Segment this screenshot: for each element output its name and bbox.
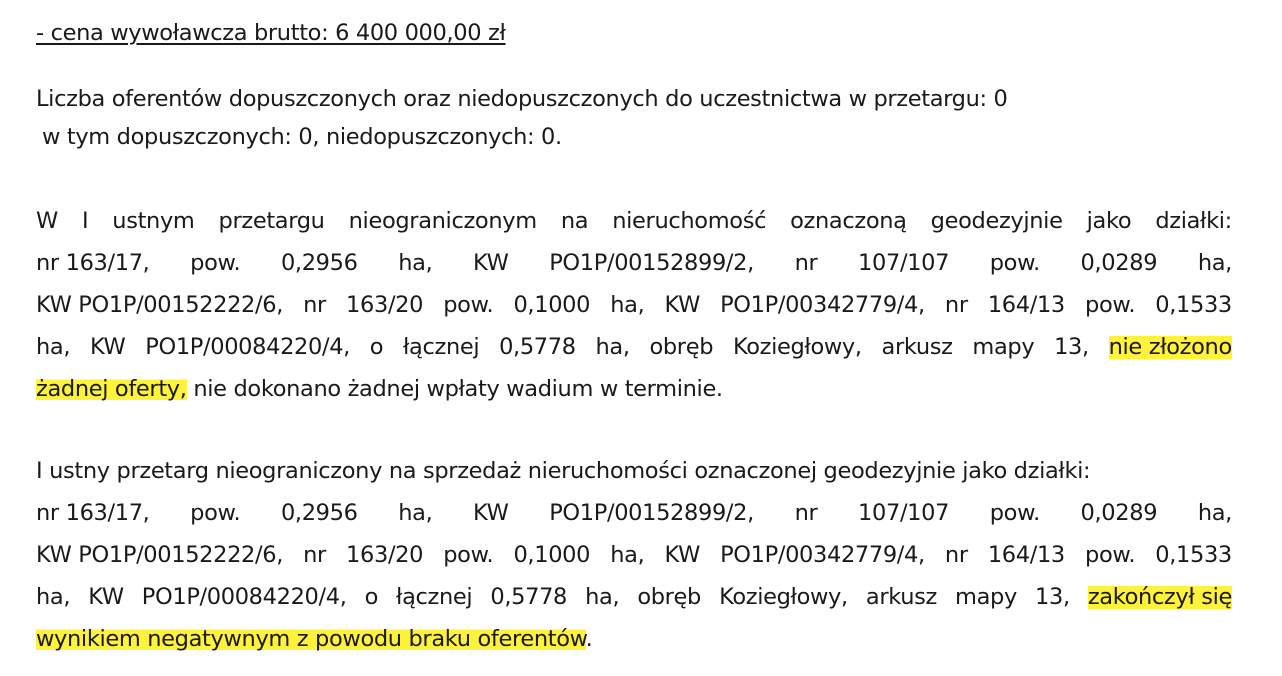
word: 0,0289 [1080,250,1158,276]
word: o [369,334,384,360]
word: 0,1533 [1155,542,1232,568]
word: KW [473,500,509,526]
para2-line3 [36,540,1232,570]
word: KW [89,334,126,360]
word: nr [944,292,968,318]
word: KW PO1P/00152222/6, [36,542,284,568]
bidders-breakdown-line: w tym dopuszczonych: 0, niedopuszczonych: 0. [42,124,562,150]
para1-line3 [36,290,1232,320]
word: ha, [585,584,620,610]
word: nr 163/17, [36,500,150,526]
para1-line5 [36,374,723,404]
para1-line4 [36,332,1232,362]
word: obręb [649,334,714,360]
word: 0,2956 [280,500,358,526]
word: PO1P/00342779/4, [720,292,925,318]
bidders-count-line: Liczba oferentów dopuszczonych oraz niedopuszczonych do uczestnictwa w przetargu: 0 [36,86,1008,112]
word: pow. [989,500,1040,526]
word: geodezyjnie [930,208,1063,234]
price-line [36,18,506,48]
para1-line1 [36,206,1232,236]
word: łącznej [402,334,480,360]
word: 0,5778 [490,584,568,610]
word: przetargu [218,208,325,234]
word: 13, [1035,584,1070,610]
word: nieograniczonym [348,208,537,234]
word: PO1P/00152899/2, [549,250,754,276]
word: I [81,208,89,234]
highlight-negative-result: wynikiem negatywnym z powodu braku oferentów [36,626,586,652]
word: 0,1000 [513,292,591,318]
word: nr [303,542,326,568]
word: nr 163/17, [36,250,150,276]
word: ha, [36,584,71,610]
word: ha, [398,250,433,276]
word: ha, [610,292,645,318]
word: ha, [36,334,71,360]
word: PO1P/00342779/4, [720,542,925,568]
word: KW [664,292,700,318]
word: o [364,584,378,610]
word: obręb [637,584,701,610]
word: Koziegłowy, [732,334,862,360]
word: jako [1086,208,1132,234]
word: ha, [398,500,433,526]
word: nr [303,292,326,318]
para2-line4 [36,582,1232,612]
word: pow. [989,250,1040,276]
word: ha, [610,542,645,568]
word: PO1P/00084220/4, [141,584,347,610]
word: pow. [190,250,241,276]
starting-price: - cena wywoławcza brutto: 6 400 000,00 zł [36,20,506,46]
para2-line1: I ustny przetarg nieograniczony na sprzedaż nieruchomości oznaczonej geodezyjnie jako działki: [36,458,1091,484]
word: nr [794,500,818,526]
word: 163/20 [346,292,424,318]
word: 13, [1054,334,1089,360]
word: arkusz [881,334,953,360]
word: 0,1000 [513,542,591,568]
word: 163/20 [346,542,424,568]
word: 0,2956 [280,250,358,276]
highlighted-phrase: nie złożono [1108,334,1232,360]
word: oznaczoną [790,208,907,234]
word: pow. [1085,542,1136,568]
word: KW [664,542,700,568]
word: W [36,208,58,234]
word: 0,1533 [1155,292,1232,318]
word: 0,5778 [499,334,576,360]
word: mapy [955,584,1017,610]
word: pow. [190,500,241,526]
word: pow. [443,542,494,568]
word: arkusz [865,584,937,610]
word: pow. [1085,292,1136,318]
word: nieruchomość [612,208,767,234]
word: ha, [1197,500,1232,526]
word: Koziegłowy, [719,584,848,610]
para2-line5-rest: . [585,626,593,652]
word: na [560,208,589,234]
word: nr [794,250,818,276]
word: 164/13 [987,292,1065,318]
word: ustnym [112,208,195,234]
word: 107/107 [858,250,950,276]
word: działki: [1155,208,1232,234]
word: PO1P/00084220/4, [145,334,350,360]
para1-line2 [36,248,1232,278]
word: 164/13 [987,542,1065,568]
para2-line5 [36,624,592,654]
word: 0,0289 [1080,500,1158,526]
highlighted-phrase: zakończył się [1087,584,1232,610]
word: nr [944,542,968,568]
word: łącznej [396,584,473,610]
word: pow. [443,292,494,318]
word: ha, [595,334,630,360]
word: PO1P/00152899/2, [549,500,754,526]
word: KW PO1P/00152222/6, [36,292,284,318]
word: KW [88,584,124,610]
word: mapy [972,334,1035,360]
word: 107/107 [858,500,950,526]
word: KW [473,250,509,276]
highlight-no-offer: żadnej oferty, [36,376,187,402]
word: ha, [1197,250,1232,276]
para2-line2 [36,498,1232,528]
para1-line5-rest: nie dokonano żadnej wpłaty wadium w terminie. [186,376,723,402]
